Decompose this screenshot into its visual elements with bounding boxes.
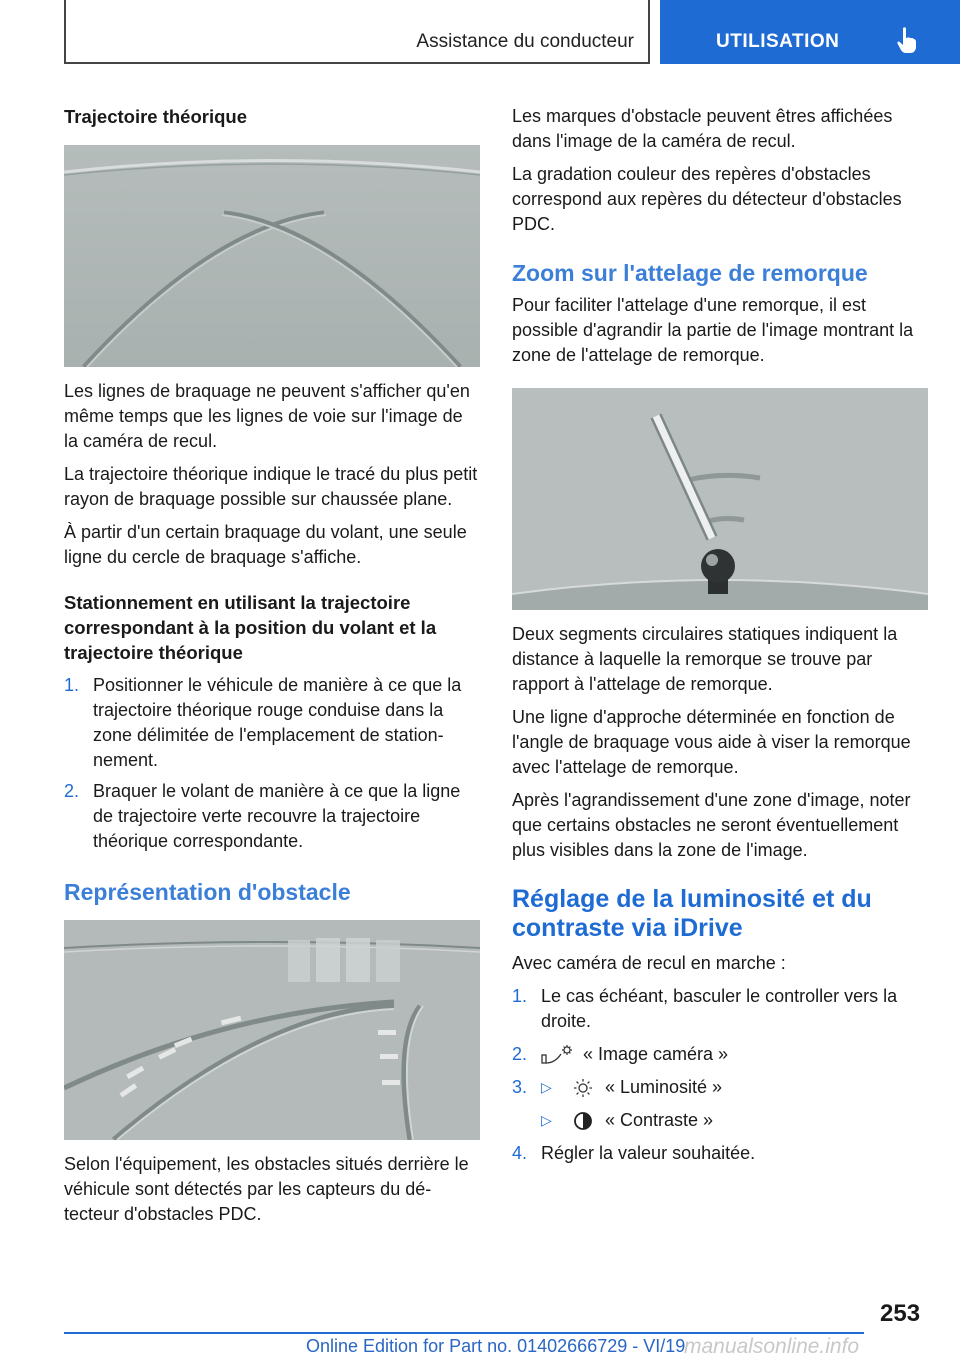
obstacle-figure [64,920,480,1140]
section-title: Assistance du conducteur [416,31,634,52]
page-number: 253 [880,1300,921,1327]
paragraph: Les lignes de braquage ne peuvent s'afficher qu'en même temps que les lignes de voie sur l'image de la caméra de recul. [64,381,470,451]
camera-settings-icon [541,1044,573,1066]
paragraph: Deux segments circulaires statiques indiquent la distance à laquelle la remorque se trouve par rapport à l'attelage de remorque. [512,624,898,694]
right-column [512,104,930,1166]
paragraph: La trajectoire théorique indique le tracé du plus petit rayon de braquage possible sur chaussée plane. [64,464,478,509]
list-item: ▷ « Contraste » [512,1108,930,1133]
hitch-zoom-figure [512,388,930,610]
hand-pointer-icon [896,26,918,54]
arrow-marker: ▷ [541,1079,552,1095]
header-section-box [64,0,650,64]
parking-steps [64,673,480,854]
brightness-heading: Réglage de la luminosité et du contraste via iDrive [512,885,872,942]
brightness-steps [512,984,930,1166]
sun-icon [571,1077,595,1099]
arrow-marker: ▷ [541,1112,552,1128]
trajectory-heading: Trajectoire théorique [64,106,247,127]
list-item: 2. « Image caméra » [512,1044,729,1064]
paragraph: Selon l'équipement, les obstacles situés derrière le véhicule sont détectés par les capteurs du détecteur d'obstacles PDC. [64,1154,469,1224]
list-item: 3. ▷ « Luminosité » [512,1075,930,1100]
parking-heading: Stationnement en utilisant la trajectoire correspondant à la position du volant et la trajectoire théorique [64,592,437,663]
contrast-icon [571,1110,595,1132]
list-item: 2. Braquer le volant de manière à ce que la ligne de trajectoire verte recouvre la trajectoire théorique correspondante. [64,781,461,851]
paragraph: La gradation couleur des repères d'obstacles correspond aux repères du détecteur d'obstacles PDC. [512,164,902,234]
list-item: 1. Positionner le véhicule de manière à ce que la trajectoire théorique rouge conduise dans la zone délimitée de l'emplacement de stationnement. [64,675,462,770]
left-column [64,104,480,1227]
paragraph: À partir d'un certain braquage du volant, une seule ligne du cercle de braquage s'affiche. [64,522,467,567]
zoom-heading: Zoom sur l'attelage de remorque [512,260,868,286]
trajectory-figure [64,145,480,367]
list-item: 1. Le cas échéant, basculer le controller vers la droite. [512,986,898,1031]
edition-note: Online Edition for Part no. 01402666729 - VI/19 [306,1336,686,1356]
obstacle-heading: Représentation d'obstacle [64,879,351,905]
paragraph: Après l'agrandissement d'une zone d'image, noter que certains obstacles ne seront éventuellement plus visibles dans la zone de l'image. [512,790,911,860]
header-chapter-tab [660,0,960,64]
paragraph: Pour faciliter l'attelage d'une remorque, il est possible d'agrandir la partie de l'image montrant la zone de l'attelage de remorque. [512,295,914,365]
paragraph: Une ligne d'approche déterminée en fonction de l'angle de braquage vous aide à viser la remorque avec l'attelage de remorque. [512,707,911,777]
paragraph: Avec caméra de recul en marche : [512,953,786,973]
watermark: manualsonline.info [684,1335,860,1358]
list-item: 4. Régler la valeur souhaitée. [512,1143,756,1163]
paragraph: Les marques d'obstacle peuvent êtres affichées dans l'image de la caméra de recul. [512,106,893,151]
footer-divider [64,1332,864,1334]
chapter-title: UTILISATION [716,31,840,52]
